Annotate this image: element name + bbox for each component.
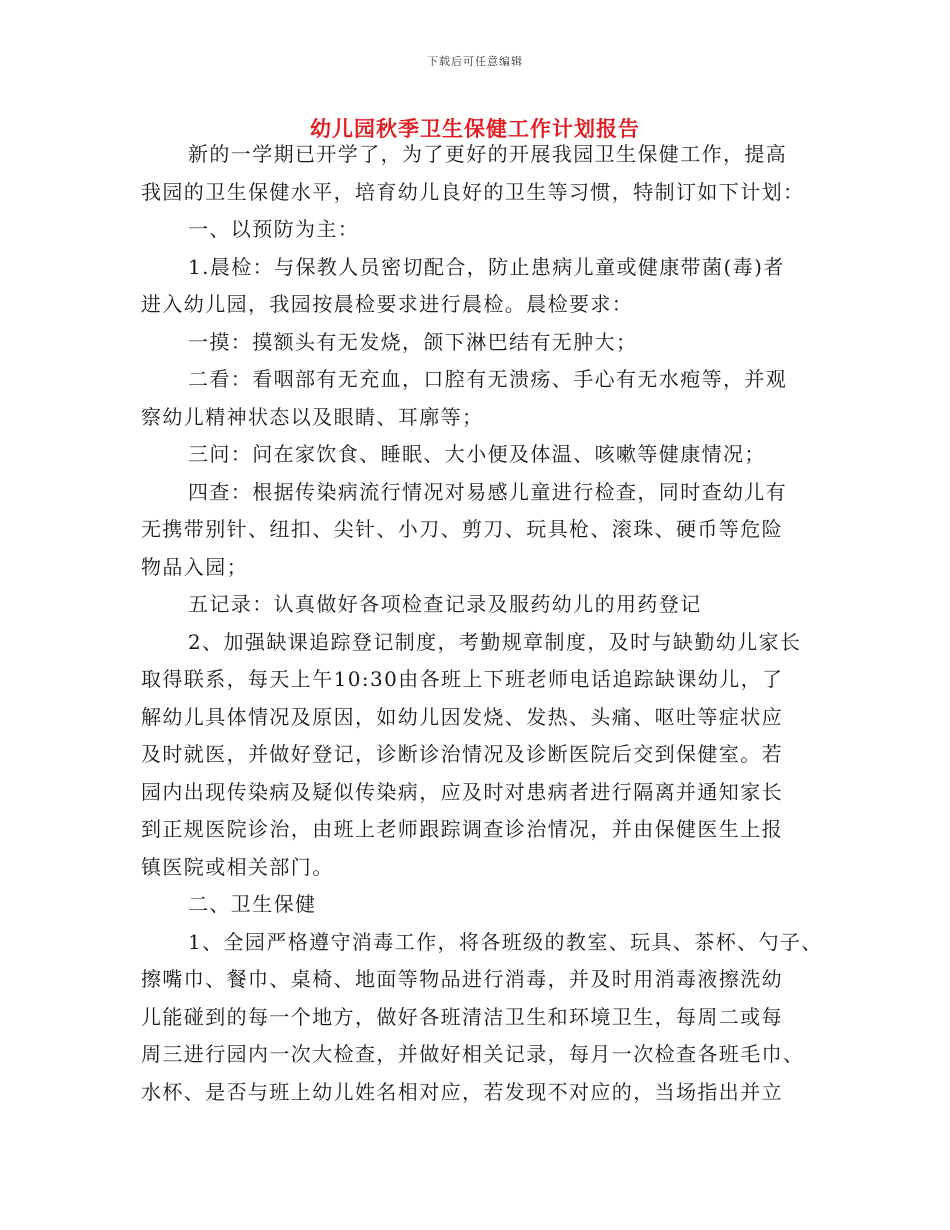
section-heading: 一、以预防为主：	[188, 217, 360, 241]
paragraph-line: 解幼儿具体情况及原因，如幼儿因发烧、发热、头痛、呕吐等症状应	[141, 704, 783, 729]
paragraph-line: 察幼儿精神状态以及眼睛、耳廓等；	[141, 404, 484, 429]
paragraph-line: 一摸：摸额头有无发烧，颌下淋巴结有无肿大；	[188, 329, 638, 354]
paragraph-line: 周三进行园内一次大检查，并做好相关记录，每月一次检查各班毛巾、	[141, 1042, 805, 1066]
paragraph-line: 物品入园；	[141, 554, 248, 579]
document-title: 幼儿园秋季卫生保健工作计划报告	[310, 116, 640, 141]
document-body	[141, 136, 831, 1111]
paragraph-line: 到正规医院诊治，由班上老师跟踪调查诊治情况，并由保健医生上报	[141, 817, 783, 841]
paragraph-line: 我园的卫生保健水平，培育幼儿良好的卫生等习惯，特制订如下计划：	[141, 179, 805, 204]
paragraph-line: 及时就医，并做好登记，诊断诊治情况及诊断医院后交到保健室。若	[141, 742, 783, 766]
paragraph-line: 进入幼儿园，我园按晨检要求进行晨检。晨检要求：	[141, 292, 634, 316]
paragraph-line: 儿能碰到的每一个地方，做好各班清洁卫生和环境卫生，每周二或每	[141, 1004, 783, 1029]
paragraph-line: 园内出现传染病及疑似传染病，应及时对患病者进行隔离并通知家长	[141, 779, 783, 804]
paragraph-line: 镇医院或相关部门。	[141, 854, 334, 879]
paragraph-line: 新的一学期已开学了，为了更好的开展我园卫生保健工作，提高	[188, 142, 788, 166]
paragraph-line: 三问：问在家饮食、睡眠、大小便及体温、咳嗽等健康情况；	[188, 442, 766, 466]
paragraph-line: 无携带别针、纽扣、尖针、小刀、剪刀、玩具枪、滚珠、硬币等危险	[141, 517, 783, 541]
paragraph-line: 二看：看咽部有无充血，口腔有无溃疡、手心有无水疱等，并观	[188, 367, 788, 391]
paragraph-line: 2、加强缺课追踪登记制度，考勤规章制度，及时与缺勤幼儿家长	[188, 629, 802, 654]
section-heading: 二、卫生保健	[188, 892, 317, 916]
paragraph-line: 擦嘴巾、餐巾、桌椅、地面等物品进行消毒，并及时用消毒液擦洗幼	[141, 967, 783, 991]
paragraph-line: 四查：根据传染病流行情况对易感儿童进行检查，同时查幼儿有	[188, 479, 788, 504]
paragraph-line: 五记录：认真做好各项检查记录及服药幼儿的用药登记	[188, 592, 702, 616]
paragraph-line: 水杯、是否与班上幼儿姓名相对应，若发现不对应的，当场指出并立	[141, 1079, 783, 1104]
paragraph-line: 取得联系，每天上午10:30由各班上下班老师电话追踪缺课幼儿，了	[141, 667, 784, 691]
header-note: 下载后可任意编辑	[427, 55, 523, 68]
paragraph-line: 1.晨检：与保教人员密切配合，防止患病儿童或健康带菌(毒)者	[188, 254, 785, 279]
paragraph-line: 1、全园严格遵守消毒工作，将各班级的教室、玩具、茶杯、勺子、	[188, 929, 823, 954]
